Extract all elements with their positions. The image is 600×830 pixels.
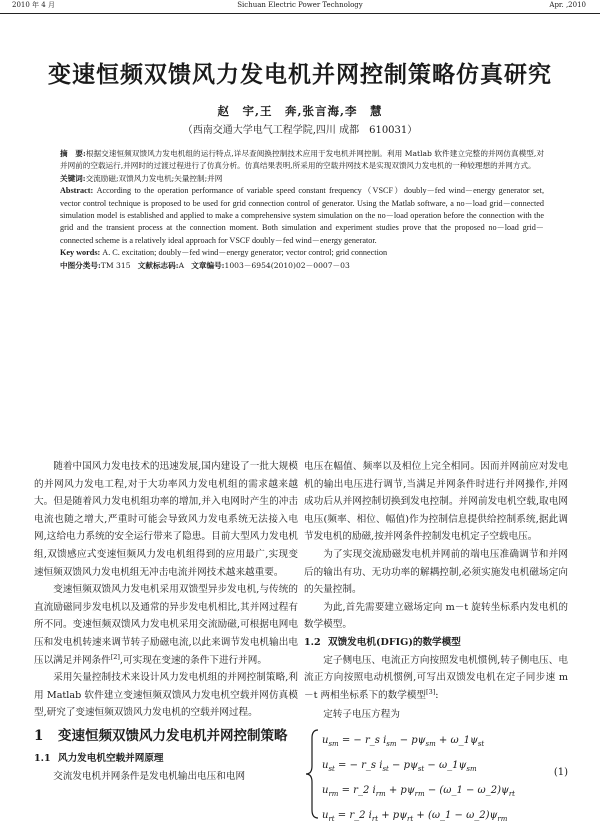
- author-list: 赵 宇,王 奔,张言海,李 慧: [217, 104, 383, 118]
- section-number: 1: [34, 727, 44, 744]
- citation-ref: [2]: [110, 652, 120, 661]
- abstract-block: [60, 148, 544, 272]
- paragraph: [34, 581, 298, 669]
- header-date-en: Apr. ,2010: [549, 1, 586, 9]
- paragraph: 采用矢量控制技术来设计风力发电机组的并网控制策略,利用 Matlab 软件建立变速恒频双馈风力发电机空载并网仿真模型,研究了变速恒频双馈风力发电机的空载并网过程。: [34, 672, 298, 719]
- brace-icon: [306, 730, 318, 818]
- article-id-label: 文章编号:: [191, 260, 225, 270]
- keywords-en: [60, 247, 544, 259]
- paper-title: 变速恒频双馈风力发电机并网控制策略仿真研究: [48, 61, 552, 88]
- paragraph-text: :: [435, 689, 439, 701]
- abstract-cn: [60, 148, 544, 173]
- abstract-cn-text: 根据交速恒频双馈风力发电机组的运行特点,详尽查阅换控制技术应用于发电机并网控制。利用 Matlab 软件建立完整的并网仿真模型,对并网前的空载运行,并网时的过渡过程进行了仿真分析。仿真结果表明,所采用的空载并网技术是实现双馈风力发电机的一种较理想的并网方式。: [60, 149, 544, 171]
- paragraph-text: ,可实现在变速的条件下进行并网。: [119, 654, 267, 666]
- classification-line: [60, 260, 544, 272]
- subsection-heading-1-1: [34, 750, 298, 768]
- equation-line: $u_{rm}$ = r_2 $i_{rm} + p\psi_{rm}$ − (ω_1 − $\omega\_2)\psi_{rt}$: [322, 784, 515, 798]
- keywords-en-text: A. C. excitation; doubly－fed wind－energy generator; vector control; grid connection: [102, 248, 388, 258]
- abstract-en-label: Abstract:: [60, 186, 94, 196]
- section-heading-1: [34, 726, 298, 746]
- section-title: 变速恒频双馈风力发电机并网控制策略: [58, 727, 288, 744]
- clc-value: TM 315: [100, 260, 131, 270]
- clc-label: 中图分类号:: [60, 260, 101, 270]
- keywords-cn-label: 关键词:: [60, 173, 86, 183]
- body-column-left: [34, 458, 298, 785]
- keywords-en-label: Key words:: [60, 248, 101, 258]
- equation-block: [304, 726, 568, 822]
- keywords-cn-text: 交流励磁;双馈风力发电机;矢量控制;并网: [85, 173, 223, 183]
- paragraph: 随着中国风力发电技术的迅速发展,国内建设了一批大规模的并网风力发电工程,对于大功率风力发电机组的需求越来越大。但是随着风力发电机组功率的增加,并入电网时产生的冲击电流也随之增大,严重时可能会导致风力发电系统无法接入电网,这给电力系统的安全运行带来了隐患。目前大型风力发电机组,双馈感应式变速恒频风力发电机组得到的应用最广,实现变速恒频双馈风力发电机组无冲击电流并网技术越来越重要。: [34, 461, 298, 578]
- paragraph: 电压在幅值、频率以及相位上完全相同。因而并网前应对发电机的输出电压进行调节,当满足并网条件时进行并网操作,并网成功后从并网控制切换到发电控制。并网前发电机空载,取电网电压(频率、相位、幅值)作为控制信息提供给控制系统,据此调节发电机的励磁,按并网条件控制发电机定子空载电压。: [304, 461, 568, 543]
- keywords-cn: [60, 173, 544, 185]
- affiliation: （西南交通大学电气工程学院,四川 成都 610031）: [182, 125, 418, 136]
- subsection-number: 1.2: [304, 636, 321, 648]
- subsection-number: 1.1: [34, 752, 51, 764]
- header-date: 2010 年 4 月: [12, 1, 55, 9]
- body-column-right: [304, 458, 568, 822]
- paragraph: 交流发电机并网条件是发电机输出电压和电网: [53, 770, 246, 782]
- equation-lines: [322, 730, 515, 830]
- subsection-title: 风力发电机空载并网原理: [58, 752, 164, 764]
- equation-line: $u_{st}$ = − r_s $i_{st} - p\psi_{st}$ − $\omega\_1\psi_{sm}$: [322, 759, 477, 773]
- header-journal: Sichuan Electric Power Technology: [237, 1, 363, 9]
- paragraph-text: 定子侧电压、电流正方向按照发电机惯例,转子侧电压、电流正方向按照电动机惯例,可写出双馈发电机在定子同步速 m－t 两相坐标系下的数学模型: [304, 654, 568, 701]
- paragraph-text: 变速恒频双馈风力发电机采用双馈型异步发电机,与传统的直流励磁同步发电机以及通常的异步发电机相比,其并网过程有所不同。变速恒频双馈风力发电机采用交流励磁,可根据电网电压和发电机转速来调节转子励磁电流,以此来调节发电机输出电压以满足并网条件: [34, 584, 298, 666]
- equation-line: $u_{rt}$ = r_2 $i_{rt} + p\psi_{rt}$ + (ω_1 − $\omega\_2)\psi_{rm}$: [322, 809, 508, 823]
- paragraph: [304, 652, 568, 705]
- abstract-en: [60, 185, 544, 247]
- paragraph: 为了实现交流励磁发电机并网前的端电压准确调节和并网后的输出有功、无功功率的解耦控制,必须实施发电机磁场定向的矢量控制。: [304, 548, 568, 596]
- running-header: [0, 0, 600, 14]
- article-id-value: 1003－6954(2010)02－0007－03: [224, 260, 350, 270]
- paragraph: 为此,首先需要建立磁场定向 m－t 旋转坐标系内发电机的数学模型。: [304, 601, 568, 631]
- doc-code-value: A: [178, 260, 185, 270]
- subsection-heading-1-2: [304, 634, 568, 652]
- subsection-title: 双馈发电机(DFIG)的数学模型: [328, 636, 461, 648]
- equation-number: (1): [553, 766, 568, 778]
- equation-intro: 定转子电压方程为: [323, 709, 400, 721]
- doc-code-label: 文献标志码:: [137, 260, 179, 270]
- abstract-cn-label: 摘 要:: [60, 149, 86, 158]
- equation-line: $u_{sm}$ = − r_s $i_{sm} - p\psi_{sm}$ + $\omega\_1\psi_{st}$: [322, 734, 485, 748]
- abstract-en-text: According to the operation performance of variable speed constant frequency（VSCF）doubly－fed wind－energy generator set, vector control technique is proposed to be used for grid connection control of generator. Using the Matlab software, a no－load grid－connected simulation model is established and applied to make a comprehensive system simulation on the no－load operation before the connection with the grid and the transient process at the connection moment. Both simulation and experiment studies prove that the proposed no－load grid－connected scheme is a relatively ideal approach for VSCF doubly－fed wind－energy generator.: [60, 186, 545, 245]
- citation-ref: [3]: [426, 687, 436, 696]
